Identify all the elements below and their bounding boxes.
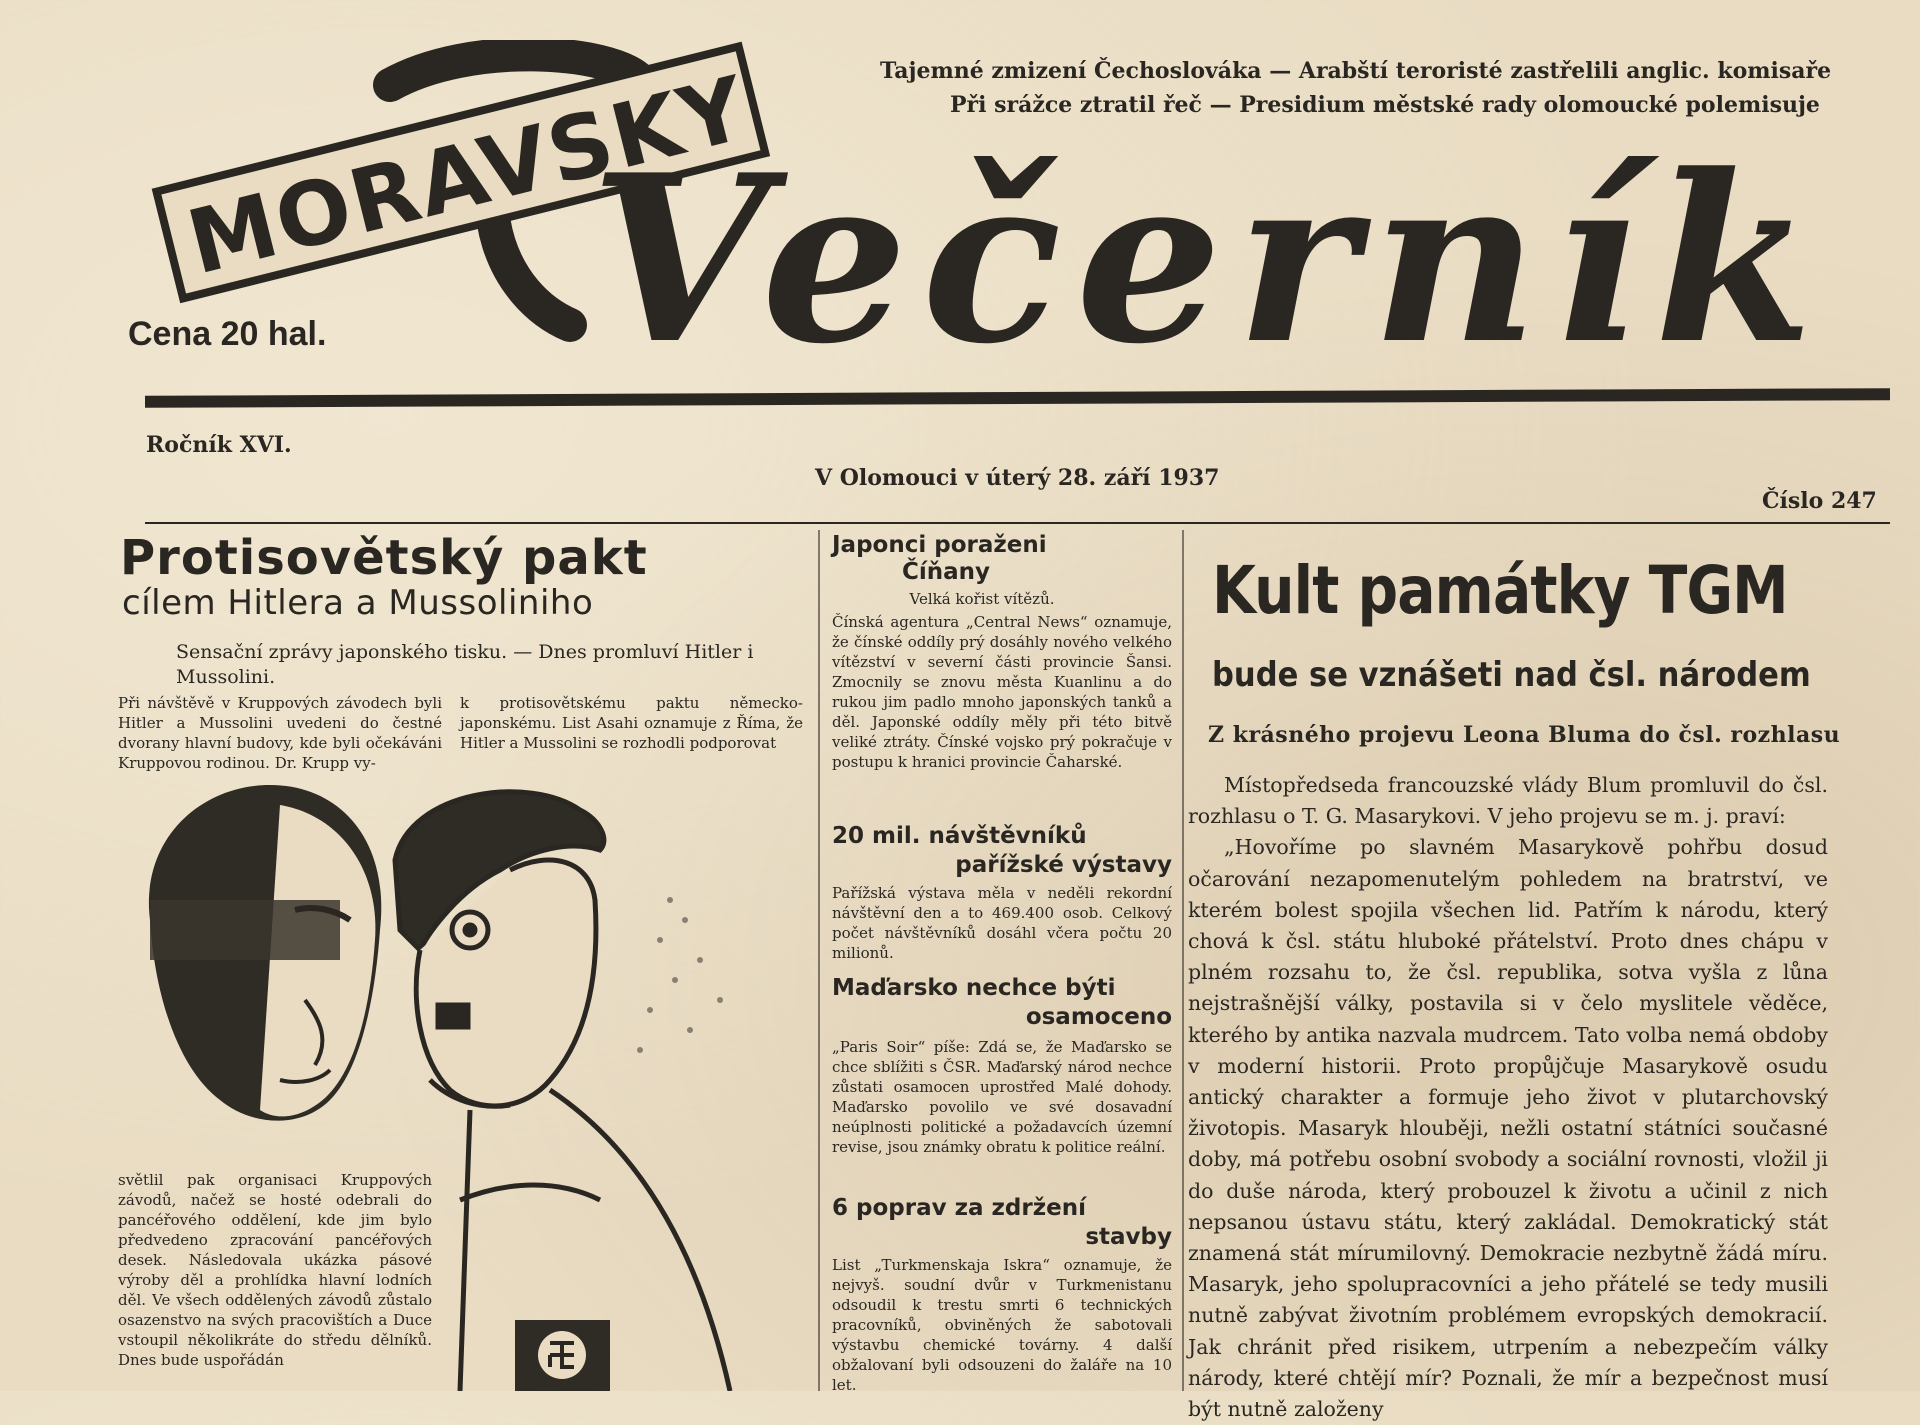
right-subhead: Z krásného projevu Leona Bluma do čsl. rozhlasu [1208,722,1841,748]
right-article-body [1188,770,1828,1425]
column-divider-left [818,530,820,1391]
mid-a4-head-2: stavby [1085,1224,1172,1250]
column-divider-right [1182,530,1184,1391]
left-subhead: Sensační zprávy japonského tisku. — Dnes promluví Hitler i Mussolini. [176,641,754,688]
left-col-1: Při návštěvě v Kruppových závodech byli Hitler a Mussolini uvedeni do čestné dvorany hlavní budovy, kde byli očekáváni Kruppovou rodinou. Dr. Krupp vy- [118,694,442,772]
masthead-rule [145,388,1890,408]
right-paragraph-1: Místopředseda francouzské vlády Blum promluvil do čsl. rozhlasu o T. G. Masarykovi. V jeho projevu se m. j. praví: [1188,773,1828,829]
mid-a1-body: Čínská agentura „Central News“ oznamuje, že čínské oddíly prý dosáhly nového velkého vítězství v severní části provincie Šansi. Zmocnily se znovu města Kuanlinu a do rukou jim padlo mnoho japonských tanků a děl. Japonské oddíly měly při této bitvě veliké ztráty. Čínské vojsko prý pokračuje v postupu k hranici provincie Čaharské. [832,613,1172,771]
mid-a3-head-2: osamoceno [1025,1004,1172,1030]
mid-a2-head-1: 20 mil. návštěvníků [832,823,1087,849]
brand-top: MORAVSKY [177,56,758,295]
mid-a3-head-1: Maďarsko nechce býti [832,975,1116,1001]
mid-a3-body: „Paris Soir“ píše: Zdá se, že Maďarsko se chce sblížiti s ČSR. Maďarský národ nechce zůstati osamocen uprostřed Malé dohody. Maďarsko povolilo ve své dosavadní neúplnosti politické a požadavcích územní revise, jsou známky obratu k politice reální. [832,1038,1172,1156]
hitler-caricature [395,792,730,1391]
mussolini-caricature [149,785,381,1121]
mid-a2-head-2: pařížské výstavy [955,852,1172,878]
teaser-line-1: Tajemné zmizení Čechoslováka — Arabští teroristé zastřelili anglic. komisaře [880,58,1832,84]
mid-a1-head-1: Japonci poraženi [832,532,1047,558]
left-col-2: k protisovětskému paktu německo-japonskému. List Asahi oznamuje z Říma, že Hitler a Mussolini se rozhodli podporovat [460,694,803,752]
mid-a1-sub: Velká kořist vítězů. [909,590,1055,608]
teaser-line-2: Při srážce ztratil řeč — Presidium městské rady olomoucké polemisuje [950,92,1820,118]
mid-a4-head-1: 6 poprav za zdržení [832,1195,1086,1221]
dateline: V Olomouci v úterý 28. září 1937 [815,465,1220,491]
date-rule [145,522,1890,524]
right-headline-main: Kult památky TGM [1212,552,1788,629]
masthead-logo [140,40,1900,380]
left-col-3: světlil pak organisaci Kruppových závodů, načež se hosté odebrali do pancéřového oddělení, kde jim bylo předvedeno zpracování pancéřových desek. Následovala ukázka pásové výroby děl a prohlídka hlavní lodních děl. Ve všech oddělených závodů zůstalo osazenstvo na svých pracovištích a Duce vstoupil několikráte do středu dělníků. Dnes bude uspořádán [118,1171,432,1369]
issue-number: Číslo 247 [1762,488,1877,514]
mid-a1-head-2: Číňany [902,559,991,585]
left-headline-main: Protisovětský pakt [120,530,648,586]
mid-a4-body: List „Turkmenskaja Iskra“ oznamuje, že nejvyš. soudní dvůr v Turkmenistanu odsoudil k trestu smrti 6 technických pracovníků, obviněných že sabotovali výstavbu chemické továrny. 4 další obžalovaní byli odsouzeni do žaláře na 10 let. [832,1256,1172,1394]
right-paragraph-2: „Hovoříme po slavném Masarykově pohřbu dosud očarování nezapomenutelým pohledem na bratrství, ve kterém bolest spojila všechen lid. Patřím k národu, který chová k čsl. státu hluboké přátelství. Proto dnes chápu v plném rozsahu to, že čsl. republika, sotva vyšla z lůna nejstrašnější války, postavila si v čelo myslitele věděce, kterého by antika nazvala mudrcem. Tato volba nemá obdoby v moderní historii. Proto propůjčuje Masarykově osudu antický charakter a formuje jeho život v plutarchovský životopis. Masaryk hlouběji, nežli ostatní státníci současné doby, má potřebu osobní svobody a sociální rovnosti, vložil ji do duše národa, který probouzel k životu a učinil z nich nepsanou ústavu státu, který zakládal. Demokratický stát znamená stát mírumilovný. Demokracie nezbytně žádá míru. Masaryk, jeho spolupracovníci a jeho přátelé se tedy musili nutně zabývat životním problémem evropských demokracií. Jak chránit před risikem, utrpením a nebezpečím války národy, které chtějí mír? Poznali, že mír a bezpečnost musí být nutně založeny [1188,835,1828,1422]
price-label: Cena 20 hal. [128,315,327,353]
right-headline-sub: bude se vznášeti nad čsl. národem [1212,655,1811,695]
brand-main: Večerník [590,125,1828,380]
left-headline-sub: cílem Hitlera a Mussoliniho [122,583,594,623]
volume-label: Ročník XVI. [146,432,292,458]
mid-a2-body: Pařížská výstava měla v neděli rekordní návštěvní den a to 469.400 osob. Celkový počet návštěvníků dosáhl včera počtu 20 milionů. [832,884,1172,962]
